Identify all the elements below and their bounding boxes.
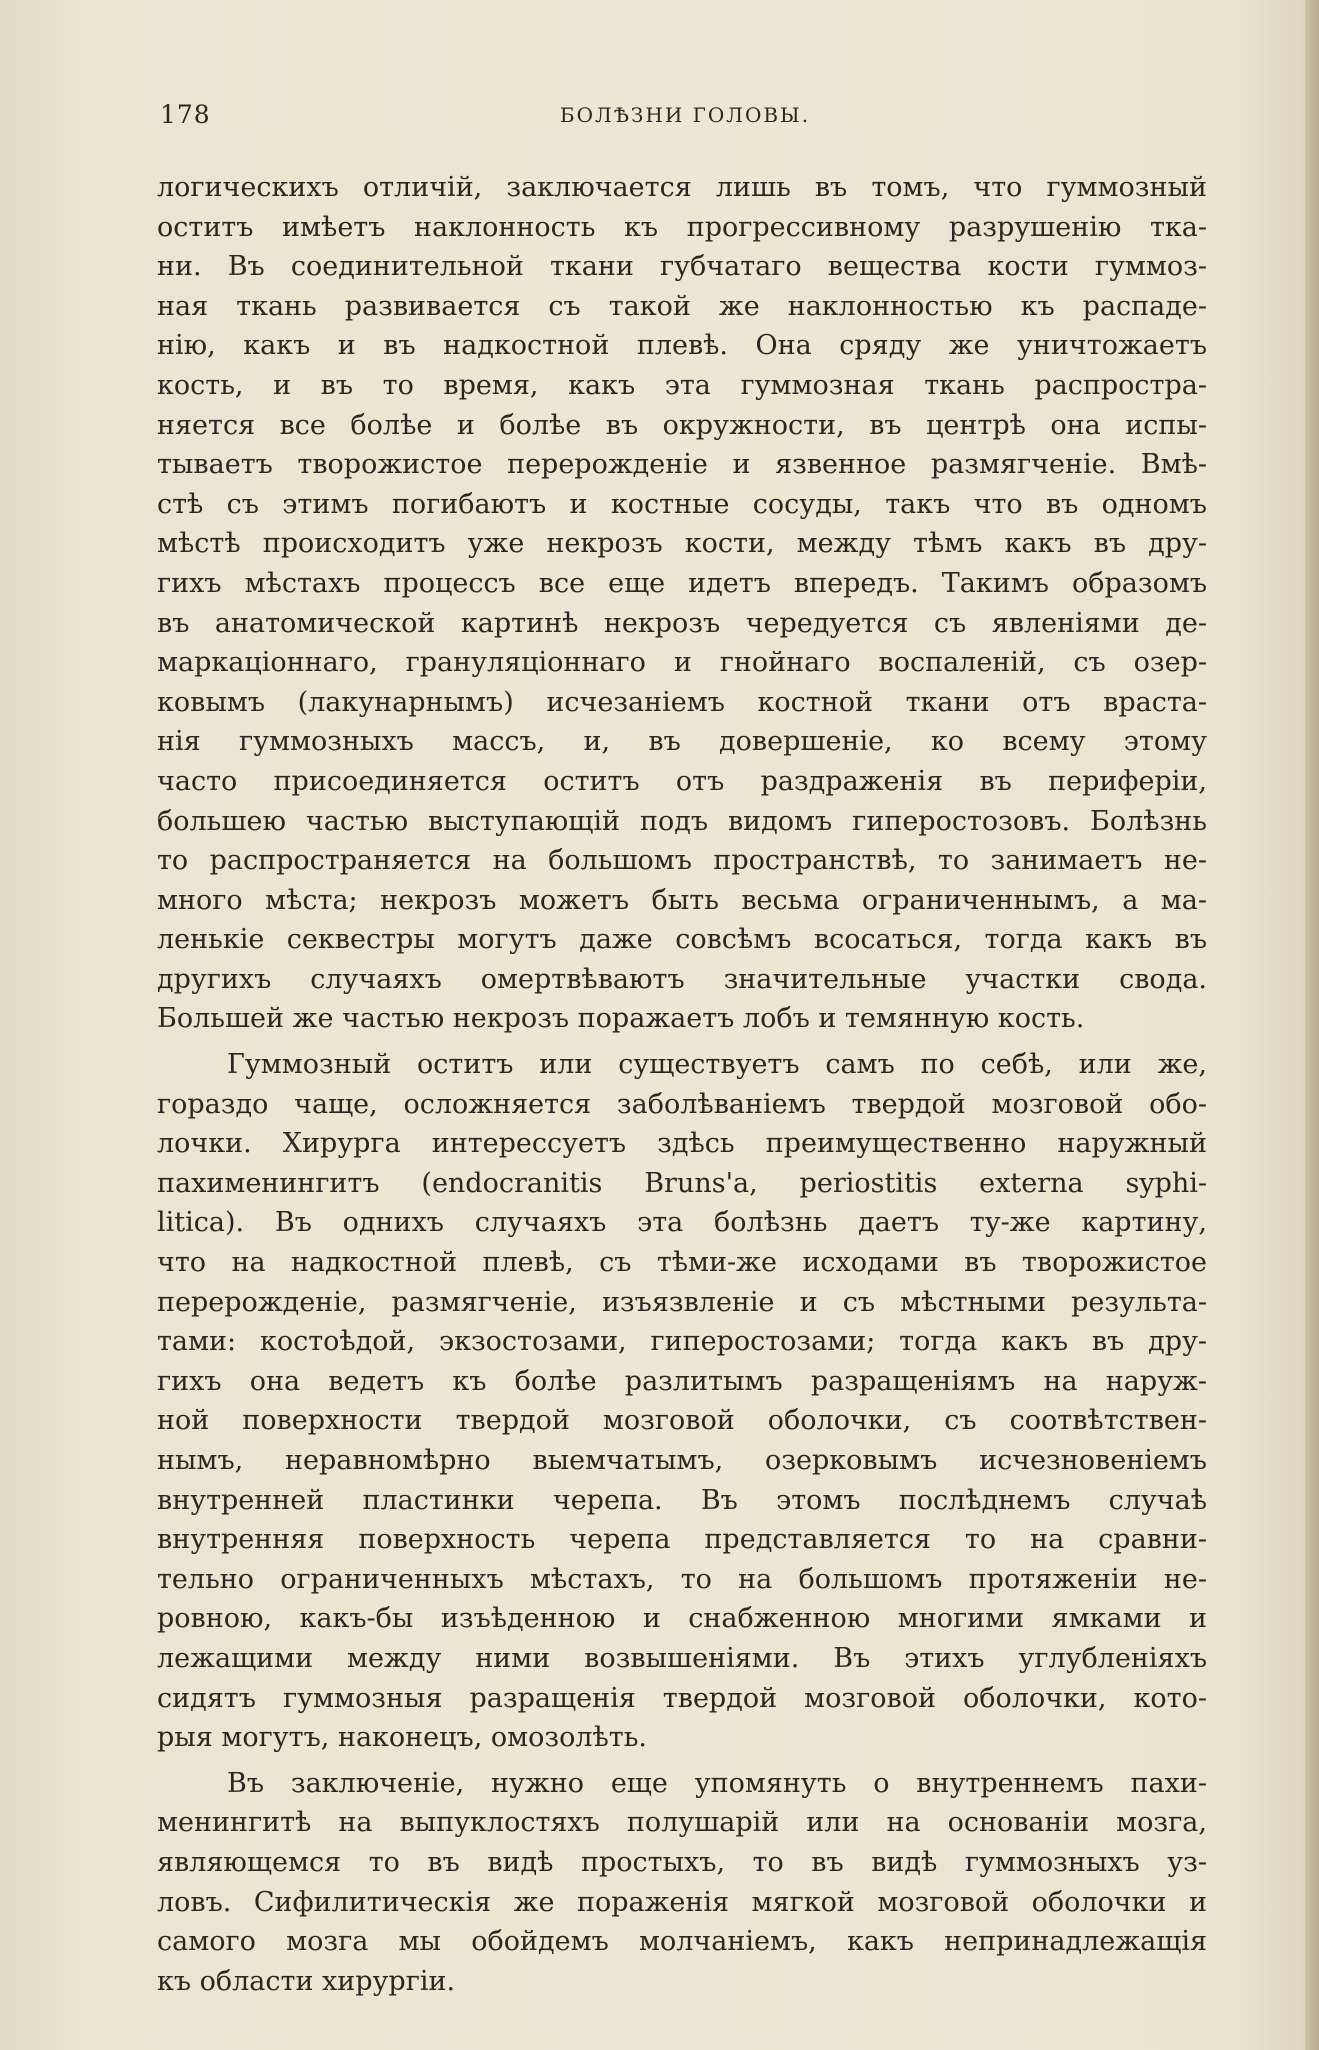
text-line: нія гуммозныхъ массъ, и, въ довершеніе, ко всему этому	[157, 726, 1207, 758]
text-line: кость, и въ то время, какъ эта гуммозная ткань распростра-	[157, 369, 1207, 401]
text-line: пахименингитъ (endocranitis Bruns'a, periostitis externa syphi-	[157, 1167, 1207, 1199]
text-line: няется все болѣе и болѣе въ окружности, въ центрѣ она испы-	[157, 409, 1207, 441]
text-line: ровною, какъ-бы изъѣденною и снабженною многими ямками и	[157, 1603, 1207, 1635]
text-line: Въ заключеніе, нужно еще упомянуть о внутреннемъ пахи-	[227, 1767, 1207, 1799]
text-line: что на надкостной плевѣ, съ тѣми-же исходами въ творожистое	[157, 1247, 1207, 1279]
page-number: 178	[160, 100, 211, 129]
text-line: ная ткань развивается съ такой же наклонностью къ распаде-	[157, 290, 1207, 322]
text-line: тываетъ творожистое перерожденіе и язвенное размягченіе. Вмѣ-	[157, 449, 1207, 481]
text-line: ковымъ (лакунарнымъ) исчезаніемъ костной ткани отъ враста-	[157, 686, 1207, 718]
text-line: ленькіе секвестры могутъ даже совсѣмъ всосаться, тогда какъ въ	[157, 924, 1207, 956]
paragraph	[157, 168, 1207, 1039]
text-line: то распространяется на большомъ пространствѣ, то занимаетъ не-	[157, 845, 1207, 877]
text-line: нымъ, неравномѣрно выемчатымъ, озерковымъ исчезновеніемъ	[157, 1445, 1207, 1476]
text-line: гихъ она ведетъ къ болѣе разлитымъ разращеніямъ на наруж-	[157, 1365, 1207, 1397]
text-line: лочки. Хирурга интерессуетъ здѣсь преимущественно наружный	[157, 1128, 1207, 1160]
text-line: гихъ мѣстахъ процессъ все еще идетъ впередъ. Такимъ образомъ	[157, 567, 1207, 599]
text-line: лежащими между ними возвышеніями. Въ этихъ углубленіяхъ	[157, 1642, 1207, 1674]
paragraph	[157, 1764, 1207, 2002]
text-line: ловъ. Сифилитическія же пораженія мягкой мозговой оболочки и	[157, 1886, 1207, 1918]
body-text	[157, 168, 1207, 2001]
text-line: мѣстѣ происходитъ уже некрозъ кости, между тѣмъ какъ въ дру-	[157, 528, 1207, 560]
text-line: ной поверхности твердой мозговой оболочки, съ соотвѣтствен-	[157, 1405, 1207, 1437]
text-line: перерожденіе, размягченіе, изъязвленіе и съ мѣстными результа-	[157, 1286, 1207, 1318]
text-line: въ анатомической картинѣ некрозъ чередуется съ явленіями де-	[157, 607, 1207, 639]
running-head: БОЛѢЗНИ ГОЛОВЫ.	[559, 103, 811, 127]
text-line: Гуммозный оститъ или существуетъ самъ по себѣ, или же,	[227, 1049, 1207, 1081]
text-line: тельно ограниченныхъ мѣстахъ, то на большомъ протяженіи не-	[157, 1563, 1207, 1595]
text-line: являющемся то въ видѣ простыхъ, то въ видѣ гуммозныхъ уз-	[157, 1846, 1207, 1878]
text-line: ни. Въ соединительной ткани губчатаго вещества кости гуммоз-	[157, 251, 1207, 283]
text-line: рыя могутъ, наконецъ, омозолѣть.	[157, 1722, 648, 1754]
text-line: къ области хирургіи.	[157, 1965, 456, 1997]
text-line: маркаціоннаго, грануляціоннаго и гнойнаго воспаленій, съ озер-	[157, 647, 1207, 679]
paragraph	[157, 1045, 1207, 1758]
text-line: тами: костоѣдой, экзостозами, гиперостозами; тогда какъ въ дру-	[157, 1326, 1207, 1358]
text-line: менингитѣ на выпуклостяхъ полушарій или на основаніи мозга,	[157, 1807, 1207, 1839]
text-line: нію, какъ и въ надкостной плевѣ. Она сряду же уничтожаетъ	[157, 330, 1207, 362]
text-line: litica). Въ однихъ случаяхъ эта болѣзнь даетъ ту-же картину,	[157, 1207, 1207, 1239]
page-edge	[1305, 0, 1319, 2050]
text-line: большею частью выступающій подъ видомъ гиперостозовъ. Болѣзнь	[157, 805, 1207, 837]
page-header	[160, 100, 1210, 140]
text-line: сидятъ гуммозныя разращенія твердой мозговой оболочки, кото-	[157, 1682, 1207, 1714]
text-line: внутренняя поверхность черепа представляется то на сравни-	[157, 1524, 1207, 1556]
text-line: много мѣста; некрозъ можетъ быть весьма ограниченнымъ, а ма-	[157, 884, 1207, 916]
text-line: логическихъ отличій, заключается лишь въ томъ, что гуммозный	[157, 172, 1207, 203]
text-line: оститъ имѣетъ наклонность къ прогрессивному разрушенію тка-	[157, 211, 1207, 243]
text-line: внутренней пластинки черепа. Въ этомъ послѣднемъ случаѣ	[157, 1484, 1207, 1516]
text-line: самого мозга мы обойдемъ молчаніемъ, какъ непринадлежащія	[157, 1926, 1207, 1958]
text-line: другихъ случаяхъ омертвѣваютъ значительные участки свода.	[157, 963, 1207, 995]
text-line: Большей же частью некрозъ поражаетъ лобъ и темянную кость.	[157, 1003, 1085, 1035]
text-line: стѣ съ этимъ погибаютъ и костные сосуды, такъ что въ одномъ	[157, 488, 1207, 520]
text-line: часто присоединяется оститъ отъ раздраженія въ периферіи,	[157, 765, 1207, 797]
text-line: гораздо чаще, осложняется заболѣваніемъ твердой мозговой обо-	[157, 1088, 1207, 1120]
